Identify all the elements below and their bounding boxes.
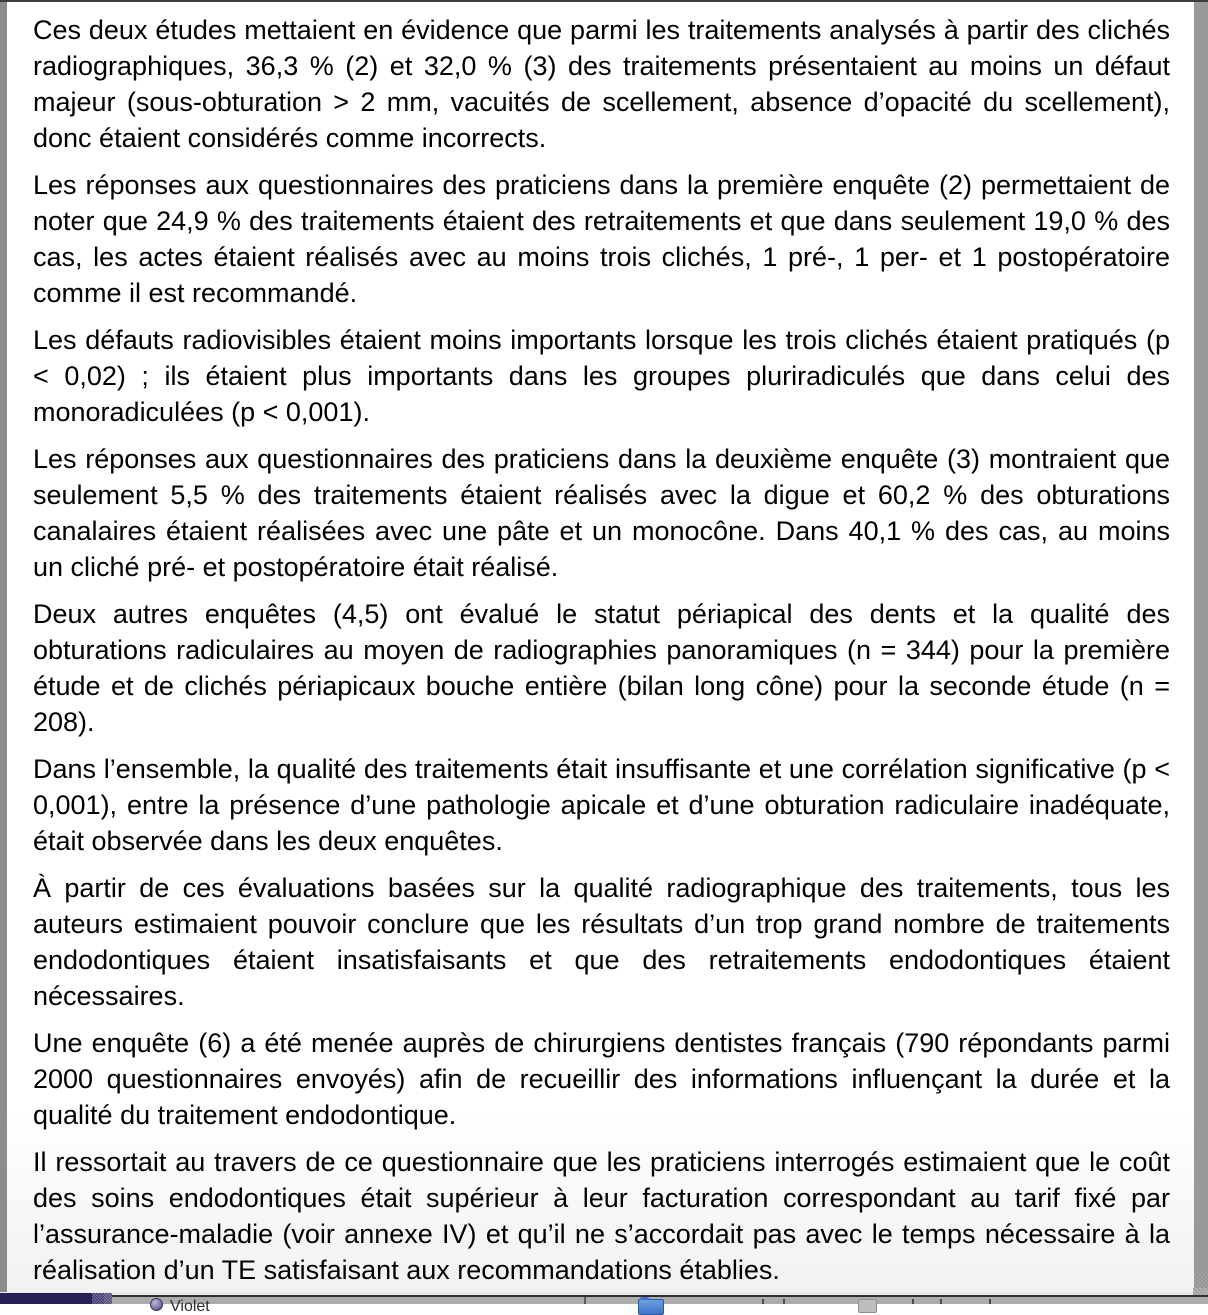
bottom-bar-divider (584, 1297, 586, 1304)
bottom-bar (0, 1297, 1208, 1315)
clipped-text-fragment (940, 1299, 942, 1304)
paragraph-4: Les réponses aux questionnaires des praticiens dans la deuxième enquête (3) montraient que seulement 5,5 % des traitements étaient réalisés avec la digue et 60,2 % des obturations canalaires étaient réalisées avec une pâte et un monocône. Dans 40,1 % des cas, au moins un cliché pré- et postopératoire était réalisé. (33, 444, 1170, 582)
app-block-dither (92, 1293, 112, 1304)
clipped-text-fragment (762, 1299, 764, 1304)
clipped-text-fragment (989, 1299, 991, 1304)
paragraph-8: Une enquête (6) a été menée auprès de chirurgiens dentistes français (790 répondants parmi 2000 questionnaires envoyés) afin de recueillir des informations influençant la durée et la qualité du traitement endodontique. (33, 1028, 1170, 1130)
label-menu-item-violet[interactable] (150, 1298, 210, 1315)
violet-color-dot-icon (150, 1298, 163, 1311)
paragraph-5: Deux autres enquêtes (4,5) ont évalué le statut périapical des dents et la qualité des obturations radiculaires au moyen de radiographies panoramiques (n = 344) pour la première étude et de clichés périapicaux bouche entière (bilan long cône) pour la seconde étude (n = 208). (33, 599, 1170, 737)
paragraph-7: À partir de ces évaluations basées sur la qualité radiographique des traitements, tous les auteurs estimaient pouvoir conclure que les résultats d’un trop grand nombre de traitements endodontiques étaient insatisfaisants et que des retraitements endodontiques étaient nécessaires. (33, 873, 1170, 1011)
scrollbar-corner-grip[interactable] (1193, 1288, 1208, 1295)
scrollbar-track[interactable] (1194, 2, 1208, 1295)
violet-label: Violet (170, 1298, 210, 1315)
paragraph-2: Les réponses aux questionnaires des praticiens dans la première enquête (2) permettaient de noter que 24,9 % des traitements étaient des retraitements et que dans seulement 19,0 % des cas, les actes étaient réalisés avec au moins trois clichés, 1 pré-, 1 per- et 1 postopératoire comme il est recommandé. (33, 170, 1170, 308)
clipped-text-fragment (912, 1299, 914, 1304)
paragraph-6: Dans l’ensemble, la qualité des traitements était insuffisante et une corrélation significative (p < 0,001), entre la présence d’une pathologie apicale et d’une obturation radiculaire inadéquate, était observée dans les deux enquêtes. (33, 754, 1170, 856)
paragraph-1: Ces deux études mettaient en évidence que parmi les traitements analysés à partir des clichés radiographiques, 36,3 % (2) et 32,0 % (3) des traitements présentaient au moins un défaut majeur (sous-obturation > 2 mm, vacuités de scellement, absence d’opacité du scellement), donc étaient considérés comme incorrects. (33, 15, 1170, 153)
app-icon[interactable] (858, 1299, 877, 1313)
paragraph-3: Les défauts radiovisibles étaient moins importants lorsque les trois clichés étaient pratiqués (p < 0,02) ; ils étaient plus importants dans les groupes pluriradiculés que dans celui des monoradiculées (p < 0,001). (33, 325, 1170, 427)
document-page (7, 2, 1194, 1292)
window-left-edge (0, 2, 7, 1295)
paragraph-9: Il ressortait au travers de ce questionnaire que les praticiens interrogés estimaient que le coût des soins endodontiques était supérieur à leur facturation correspondant au tarif fixé par l’assurance-maladie (voir annexe IV) et qu’il ne s’accordait pas avec le temps nécessaire à la réalisation d’un TE satisfaisant aux recommandations établies. (33, 1147, 1170, 1285)
clipped-text-fragment (783, 1299, 785, 1304)
folder-icon[interactable] (638, 1299, 664, 1315)
document-text (7, 2, 1194, 1288)
taskbar-app-block[interactable] (0, 1293, 112, 1304)
